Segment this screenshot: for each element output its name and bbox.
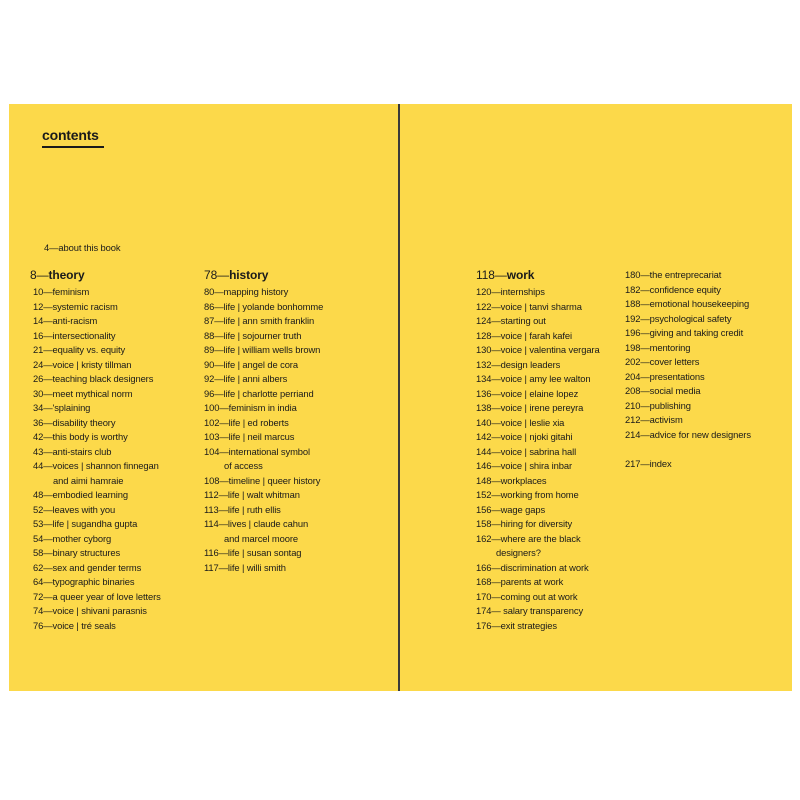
toc-entry: 142—voice | njoki gitahi xyxy=(476,431,573,442)
toc-entry-continuation: and aimi hamraie xyxy=(53,474,124,486)
toc-entry: 168—parents at work xyxy=(476,576,564,587)
toc-entry-index: 217—index xyxy=(625,457,672,469)
toc-entry: 103—life | neil marcus xyxy=(204,431,295,442)
toc-entry: 134—voice | amy lee walton xyxy=(476,373,591,384)
toc-entry: 196—giving and taking credit xyxy=(625,327,744,338)
toc-entry: 204—presentations xyxy=(625,370,705,382)
toc-entry: 130—voice | valentina vergara xyxy=(476,344,600,355)
intro-entry xyxy=(44,241,120,256)
contents-title: contents xyxy=(42,127,99,143)
toc-entry: 12—systemic racism xyxy=(33,300,118,312)
toc-entry: 52—leaves with you xyxy=(33,503,116,515)
toc-entry: 26—teaching black designers xyxy=(33,373,154,384)
toc-entry: 140—voice | leslie xia xyxy=(476,416,565,428)
toc-entry: 58—binary structures xyxy=(33,547,121,558)
toc-entry: 158—hiring for diversity xyxy=(476,518,573,529)
toc-entry: 112—life | walt whitman xyxy=(204,489,300,500)
toc-entry: 136—voice | elaine lopez xyxy=(476,387,579,399)
toc-column-work xyxy=(476,265,600,633)
toc-entry: 16—intersectionality xyxy=(33,329,116,341)
toc-column-history xyxy=(204,265,323,575)
section-label: history xyxy=(229,268,269,282)
toc-entry: 108—timeline | queer history xyxy=(204,474,321,486)
toc-entry: 36—disability theory xyxy=(33,416,116,428)
toc-entry: 152—working from home xyxy=(476,489,579,500)
toc-entry: 92—life | anni albers xyxy=(204,373,288,384)
page-gutter xyxy=(398,104,400,691)
toc-entry-continuation: designers? xyxy=(496,547,541,558)
toc-entry: 42—this body is worthy xyxy=(33,431,128,442)
section-heading xyxy=(30,265,161,285)
book-spread xyxy=(9,104,792,691)
toc-entry: 120—internships xyxy=(476,286,545,297)
toc-entry: 132—design leaders xyxy=(476,358,561,370)
toc-entry: 96—life | charlotte perriand xyxy=(204,387,314,399)
toc-entry: 144—voice | sabrina hall xyxy=(476,445,577,457)
toc-entry: 114—lives | claude cahun xyxy=(204,518,309,529)
toc-entry: 180—the entreprecariat xyxy=(625,269,722,280)
toc-entry: 76—voice | tré seals xyxy=(33,619,116,631)
toc-entry: 88—life | sojourner truth xyxy=(204,329,302,341)
toc-entry: 4—about this book xyxy=(44,242,121,253)
toc-entry: 192—psychological safety xyxy=(625,312,732,324)
toc-entry: 138—voice | irene pereyra xyxy=(476,402,584,413)
toc-entry: 90—life | angel de cora xyxy=(204,358,298,370)
right-page xyxy=(399,104,792,691)
toc-entry: 198—mentoring xyxy=(625,341,691,353)
toc-entry: 128—voice | farah kafei xyxy=(476,329,573,341)
toc-entry: 48—embodied learning xyxy=(33,489,128,500)
section-number: 78— xyxy=(204,268,230,282)
toc-entry: 14—anti-racism xyxy=(33,315,98,326)
toc-entry-continuation: of access xyxy=(224,460,263,471)
toc-entry-continuation: and marcel moore xyxy=(224,532,298,544)
toc-entry: 214—advice for new designers xyxy=(625,428,751,440)
toc-entry: 24—voice | kristy tillman xyxy=(33,358,132,370)
section-heading xyxy=(476,265,600,285)
toc-entry: 122—voice | tanvi sharma xyxy=(476,300,582,312)
toc-entry: 21—equality vs. equity xyxy=(33,344,126,355)
toc-entry: 74—voice | shivani parasnis xyxy=(33,605,147,616)
toc-entry: 148—workplaces xyxy=(476,474,547,486)
section-heading xyxy=(204,265,323,285)
toc-entry: 80—mapping history xyxy=(204,286,289,297)
toc-entry: 86—life | yolande bonhomme xyxy=(204,300,324,312)
toc-entry: 54—mother cyborg xyxy=(33,532,112,544)
toc-entry: 208—social media xyxy=(625,385,701,396)
toc-entry: 146—voice | shira inbar xyxy=(476,460,573,471)
toc-entry: 104—international symbol xyxy=(204,445,310,457)
toc-entry: 53—life | sugandha gupta xyxy=(33,518,138,529)
toc-column-work-continued xyxy=(625,268,751,471)
toc-entry: 116—life | susan sontag xyxy=(204,547,302,558)
section-label: work xyxy=(506,268,535,282)
toc-entry: 188—emotional housekeeping xyxy=(625,298,750,309)
toc-entry: 174— salary transparency xyxy=(476,605,584,616)
toc-entry: 34—'splaining xyxy=(33,402,91,413)
toc-entry: 166—discrimination at work xyxy=(476,561,589,573)
toc-entry: 100—feminism in india xyxy=(204,402,297,413)
section-number: 8— xyxy=(30,268,49,282)
toc-entry: 64—typographic binaries xyxy=(33,576,135,587)
toc-entry: 102—life | ed roberts xyxy=(204,416,289,428)
toc-entry: 202—cover letters xyxy=(625,356,700,367)
toc-entry: 62—sex and gender terms xyxy=(33,561,142,573)
toc-entry: 43—anti-stairs club xyxy=(33,445,112,457)
toc-entry: 30—meet mythical norm xyxy=(33,387,133,399)
toc-entry: 162—where are the black xyxy=(476,532,581,544)
section-number: 118— xyxy=(476,268,507,282)
toc-entry: 87—life | ann smith franklin xyxy=(204,315,315,326)
left-page xyxy=(9,104,399,691)
section-label: theory xyxy=(48,268,85,282)
toc-entry: 170—coming out at work xyxy=(476,590,578,602)
toc-entry: 113—life | ruth ellis xyxy=(204,503,281,515)
toc-entry: 124—starting out xyxy=(476,315,546,326)
title-underline xyxy=(42,146,104,148)
toc-entry: 10—feminism xyxy=(33,286,90,297)
toc-entry: 156—wage gaps xyxy=(476,503,546,515)
toc-entry: 89—life | william wells brown xyxy=(204,344,321,355)
toc-column-theory xyxy=(30,265,161,633)
toc-entry: 212—activism xyxy=(625,414,683,425)
toc-entry: 182—confidence equity xyxy=(625,283,721,295)
toc-entry: 44—voices | shannon finnegan xyxy=(33,460,159,471)
toc-entry: 176—exit strategies xyxy=(476,619,557,631)
toc-entry: 210—publishing xyxy=(625,399,691,411)
toc-entry: 72—a queer year of love letters xyxy=(33,590,161,602)
toc-entry: 117—life | willi smith xyxy=(204,561,286,573)
